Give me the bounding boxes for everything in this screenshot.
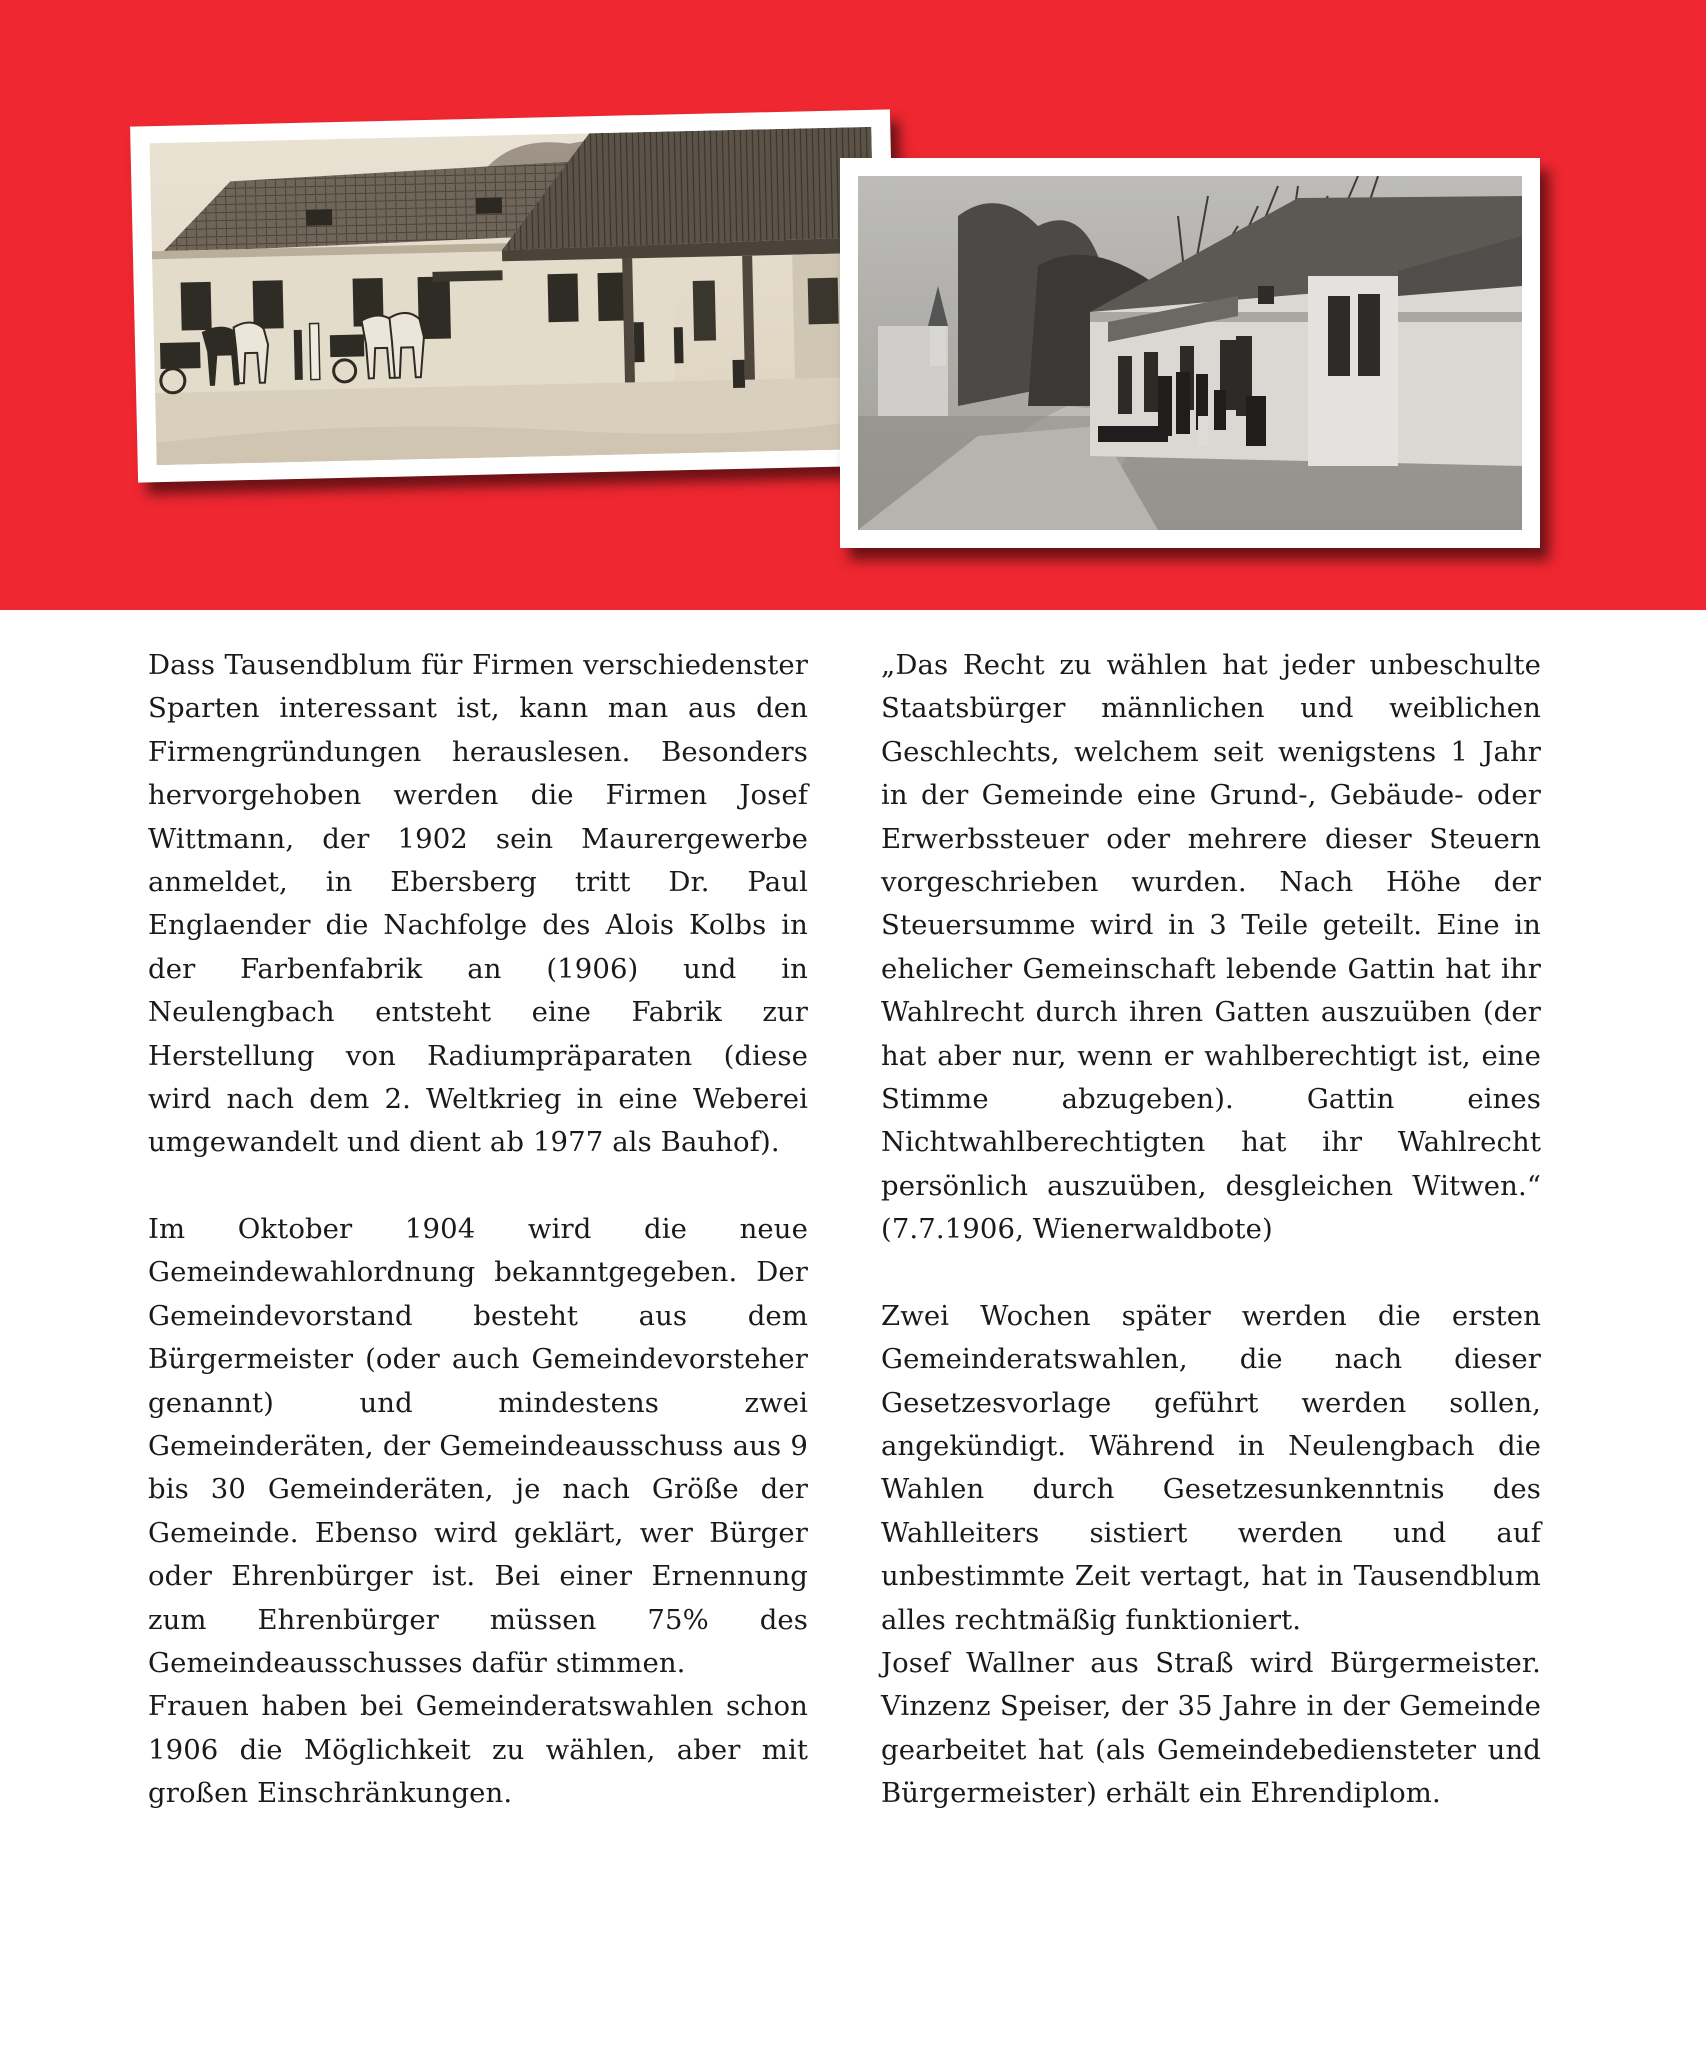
text-column-right — [881, 644, 1541, 1816]
paragraph-gemeindewahlordnung: Im Oktober 1904 wird die neue Gemeindewahlordnung bekanntgegeben. Der Gemeindevorstand besteht aus dem Bürgermeister (oder auch Gemeindevorsteher genannt) und mindestens zwei Gemeinderäten, der Gemeindeausschuss aus 9 bis 30 Gemeinderäten, je nach Größe der Gemeinde. Ebenso wird geklärt, wer Bürger oder Ehrenbürger ist. Bei einer Ernennung zum Ehrenbürger müssen 75% des Gemeindeausschusses dafür stimmen. — [148, 1212, 808, 1679]
paragraph-spacer — [148, 1165, 808, 1208]
paragraph-gemeinderatswahlen: Zwei Wochen später werden die ersten Gemeinderatswahlen, die nach dieser Gesetzesvorlage geführt werden sollen, angekündigt. Während in Neulengbach die Wahlen durch Gesetzesunkenntnis des Wahlleiters sistiert werden und auf unbestimmte Zeit vertagt, hat in Tausendblum alles rechtmäßig funktioniert. — [881, 1299, 1541, 1636]
paragraph-buergermeister: Josef Wallner aus Straß wird Bürgermeister. Vinzenz Speiser, der 35 Jahre in der Gemeinde gearbeitet hat (als Gemeindebediensteter und Bürgermeister) erhält ein Ehrendiplom. — [881, 1646, 1541, 1810]
text-column-left — [148, 644, 808, 1816]
paragraph-firmen: Dass Tausendblum für Firmen verschiedenster Sparten interessant ist, kann man aus den Firmengründungen herauslesen. Besonders hervorgehoben werden die Firmen Josef Wittmann, der 1902 sein Maurergewerbe anmeldet, in Ebersberg tritt Dr. Paul Englaender die Nachfolge des Alois Kolbs in der Farbenfabrik an (1906) und in Neulengbach entsteht eine Fabrik zur Herstellung von Radiumpräparaten (diese wird nach dem 2. Weltkrieg in eine Weberei umgewandelt und dient ab 1977 als Bauhof). — [148, 649, 808, 1159]
photo-historic-gemeindehaus — [840, 158, 1540, 548]
paragraph-wahlrecht-zitat: „Das Recht zu wählen hat jeder unbeschulte Staatsbürger männlichen und weiblichen Geschlechts, welchem seit wenigstens 1 Jahr in der Gemeinde eine Grund-, Gebäude- oder Erwerbssteuer oder mehrere dieser Steuern vorgeschrieben wurden. Nach Höhe der Steuersumme wird in 3 Teile geteilt. Eine in ehelicher Gemeinschaft lebende Gattin hat ihr Wahlrecht durch ihren Gatten auszuüben (der hat aber nur, wenn er wahlberechtigt ist, eine Stimme abzugeben). Gattin eines Nichtwahlberechtigten hat ihr Wahlrecht persönlich auszuüben, desgleichen Witwen.“ (7.7.1906, Wienerwaldbote) — [881, 649, 1541, 1246]
historic-gemeindehaus-image — [858, 176, 1522, 530]
historic-inn-image — [149, 127, 878, 465]
paragraph-frauen-wahlrecht: Frauen haben bei Gemeinderatswahlen schon 1906 die Möglichkeit zu wählen, aber mit großen Einschränkungen. — [148, 1690, 808, 1810]
paragraph-spacer — [881, 1252, 1541, 1295]
photo-historic-inn — [130, 109, 898, 482]
